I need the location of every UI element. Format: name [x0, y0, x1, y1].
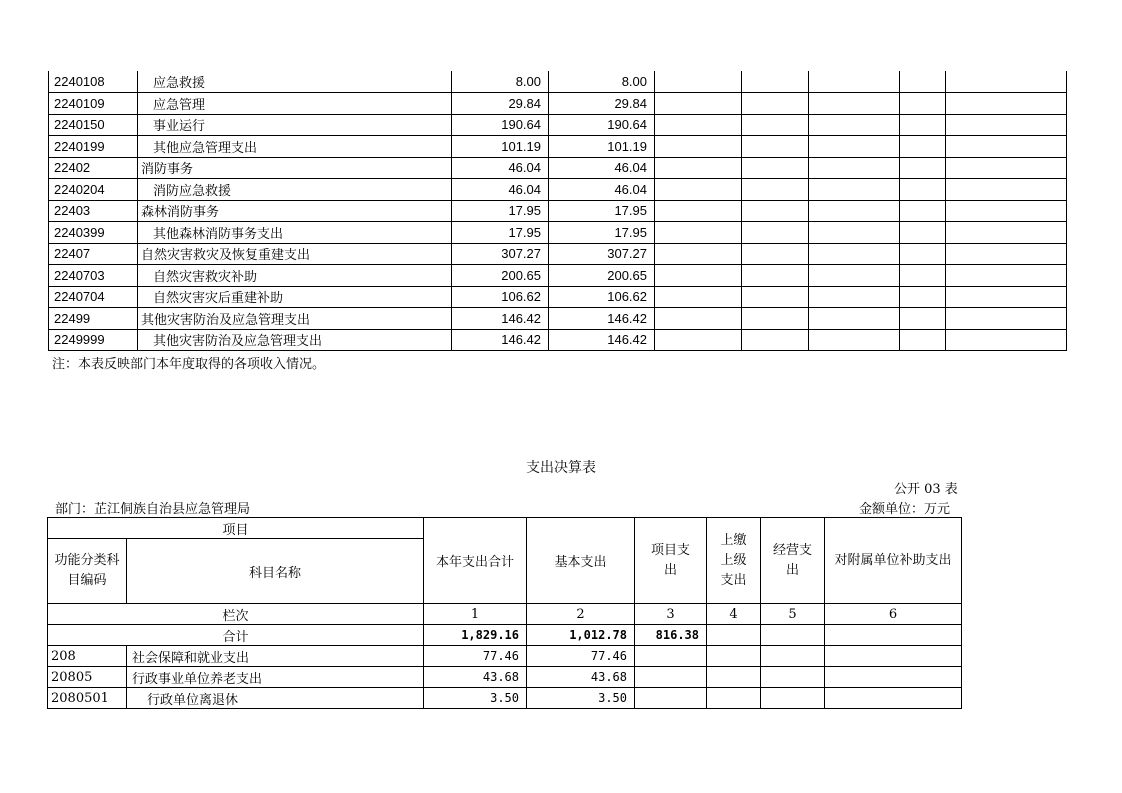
table-row: [49, 265, 1067, 287]
empty-cell: [761, 688, 825, 709]
row-total: 101.19: [452, 136, 549, 158]
empty-cell: [742, 286, 809, 308]
empty-cell: [742, 136, 809, 158]
empty-cell: [809, 71, 900, 93]
row-name: 其他应急管理支出: [138, 136, 452, 158]
column-number-row: [48, 604, 962, 625]
row-code: 208: [48, 646, 127, 667]
empty-cell: [655, 136, 742, 158]
row-name: 其他灾害防治及应急管理支出: [138, 308, 452, 330]
empty-cell: [655, 179, 742, 201]
row-basic: 77.46: [527, 646, 635, 667]
summary-business: [761, 625, 825, 646]
summary-project: 816.38: [635, 625, 707, 646]
header-business: 经营支出: [761, 518, 825, 604]
row-name: 自然灾害救灾补助: [138, 265, 452, 287]
empty-cell: [707, 667, 761, 688]
empty-cell: [825, 667, 962, 688]
empty-cell: [655, 157, 742, 179]
table-row: [49, 71, 1067, 93]
table-row: [49, 93, 1067, 115]
table-row: [48, 688, 962, 709]
table-row: [49, 286, 1067, 308]
row-name: 行政单位离退休: [127, 688, 424, 709]
table-row: [49, 200, 1067, 222]
empty-cell: [809, 93, 900, 115]
empty-cell: [809, 286, 900, 308]
row-amount: 190.64: [549, 114, 655, 136]
row-total: 29.84: [452, 93, 549, 115]
empty-cell: [655, 222, 742, 244]
empty-cell: [946, 286, 1067, 308]
empty-cell: [761, 667, 825, 688]
row-total: 3.50: [424, 688, 527, 709]
summary-basic: 1,012.78: [527, 625, 635, 646]
row-amount: 101.19: [549, 136, 655, 158]
row-code: 2240108: [49, 71, 138, 93]
empty-cell: [900, 243, 946, 265]
row-code: 2240199: [49, 136, 138, 158]
row-name: 应急救援: [138, 71, 452, 93]
table-row: [49, 222, 1067, 244]
header-code: 功能分类科目编码: [48, 539, 127, 604]
empty-cell: [761, 646, 825, 667]
row-code: 22402: [49, 157, 138, 179]
empty-cell: [900, 286, 946, 308]
row-amount: 146.42: [549, 329, 655, 351]
row-basic: 3.50: [527, 688, 635, 709]
empty-cell: [946, 200, 1067, 222]
empty-cell: [900, 222, 946, 244]
empty-cell: [900, 265, 946, 287]
empty-cell: [946, 265, 1067, 287]
column-number: 2: [527, 604, 635, 625]
column-number-label: 栏次: [48, 604, 424, 625]
row-total: 146.42: [452, 329, 549, 351]
column-number: 3: [635, 604, 707, 625]
empty-cell: [809, 157, 900, 179]
empty-cell: [655, 93, 742, 115]
empty-cell: [742, 243, 809, 265]
row-total: 43.68: [424, 667, 527, 688]
row-amount: 46.04: [549, 157, 655, 179]
expense-table: [47, 517, 962, 709]
row-name: 消防事务: [138, 157, 452, 179]
row-total: 17.95: [452, 200, 549, 222]
summary-subsidy: [825, 625, 962, 646]
empty-cell: [655, 114, 742, 136]
row-code: 2240704: [49, 286, 138, 308]
table-row: [49, 136, 1067, 158]
empty-cell: [742, 71, 809, 93]
row-name: 森林消防事务: [138, 200, 452, 222]
row-total: 77.46: [424, 646, 527, 667]
empty-cell: [742, 265, 809, 287]
column-number: 4: [707, 604, 761, 625]
table-row: [49, 179, 1067, 201]
table-row: [49, 114, 1067, 136]
empty-cell: [809, 136, 900, 158]
amount-unit-label: 金额单位：万元: [859, 502, 951, 517]
column-number: 1: [424, 604, 527, 625]
empty-cell: [655, 308, 742, 330]
empty-cell: [742, 200, 809, 222]
form-number: 公开 03 表: [894, 482, 958, 497]
row-name: 消防应急救援: [138, 179, 452, 201]
row-total: 190.64: [452, 114, 549, 136]
row-total: 200.65: [452, 265, 549, 287]
empty-cell: [809, 308, 900, 330]
header-upper: 上缴上级支出: [707, 518, 761, 604]
empty-cell: [900, 157, 946, 179]
row-code: 2240109: [49, 93, 138, 115]
summary-row: [48, 625, 962, 646]
row-amount: 106.62: [549, 286, 655, 308]
income-table-body: [49, 71, 1067, 351]
row-name: 其他森林消防事务支出: [138, 222, 452, 244]
empty-cell: [900, 93, 946, 115]
empty-cell: [946, 329, 1067, 351]
header-project: 项目支出: [635, 518, 707, 604]
header-item: 项目: [48, 518, 424, 539]
summary-total: 1,829.16: [424, 625, 527, 646]
row-code: 22499: [49, 308, 138, 330]
header-name: 科目名称: [127, 539, 424, 604]
row-amount: 200.65: [549, 265, 655, 287]
row-total: 307.27: [452, 243, 549, 265]
row-code: 2240150: [49, 114, 138, 136]
row-amount: 146.42: [549, 308, 655, 330]
empty-cell: [742, 179, 809, 201]
row-name: 事业运行: [138, 114, 452, 136]
empty-cell: [809, 222, 900, 244]
row-amount: 46.04: [549, 179, 655, 201]
row-amount: 307.27: [549, 243, 655, 265]
row-amount: 8.00: [549, 71, 655, 93]
row-code: 2240204: [49, 179, 138, 201]
empty-cell: [655, 71, 742, 93]
row-name: 行政事业单位养老支出: [127, 667, 424, 688]
empty-cell: [809, 243, 900, 265]
empty-cell: [900, 200, 946, 222]
empty-cell: [809, 200, 900, 222]
table-row: [48, 646, 962, 667]
empty-cell: [946, 136, 1067, 158]
empty-cell: [707, 688, 761, 709]
row-total: 8.00: [452, 71, 549, 93]
income-table: [48, 71, 1067, 351]
empty-cell: [635, 688, 707, 709]
empty-cell: [742, 308, 809, 330]
summary-label: 合计: [48, 625, 424, 646]
row-code: 2249999: [49, 329, 138, 351]
empty-cell: [742, 93, 809, 115]
row-amount: 17.95: [549, 222, 655, 244]
summary-upper: [707, 625, 761, 646]
empty-cell: [900, 329, 946, 351]
table-row: [49, 243, 1067, 265]
column-number: 5: [761, 604, 825, 625]
empty-cell: [946, 243, 1067, 265]
empty-cell: [900, 308, 946, 330]
table-row: [49, 157, 1067, 179]
table-row: [49, 308, 1067, 330]
empty-cell: [635, 667, 707, 688]
empty-cell: [900, 114, 946, 136]
row-amount: 17.95: [549, 200, 655, 222]
row-code: 2240399: [49, 222, 138, 244]
empty-cell: [900, 179, 946, 201]
row-name: 社会保障和就业支出: [127, 646, 424, 667]
column-number: 6: [825, 604, 962, 625]
row-total: 46.04: [452, 157, 549, 179]
header-basic: 基本支出: [527, 518, 635, 604]
empty-cell: [742, 329, 809, 351]
table-row: [48, 667, 962, 688]
empty-cell: [655, 286, 742, 308]
row-code: 22403: [49, 200, 138, 222]
row-code: 2080501: [48, 688, 127, 709]
empty-cell: [809, 265, 900, 287]
row-total: 46.04: [452, 179, 549, 201]
empty-cell: [825, 646, 962, 667]
row-code: 22407: [49, 243, 138, 265]
expense-table-body: [48, 518, 962, 709]
empty-cell: [809, 114, 900, 136]
empty-cell: [742, 222, 809, 244]
header-total: 本年支出合计: [424, 518, 527, 604]
empty-cell: [946, 179, 1067, 201]
empty-cell: [809, 179, 900, 201]
row-amount: 29.84: [549, 93, 655, 115]
empty-cell: [946, 114, 1067, 136]
empty-cell: [742, 157, 809, 179]
row-total: 146.42: [452, 308, 549, 330]
empty-cell: [655, 265, 742, 287]
income-table-note: 注：本表反映部门本年度取得的各项收入情况。: [52, 357, 326, 372]
empty-cell: [900, 71, 946, 93]
empty-cell: [946, 93, 1067, 115]
row-code: 2240703: [49, 265, 138, 287]
empty-cell: [900, 136, 946, 158]
row-total: 17.95: [452, 222, 549, 244]
empty-cell: [635, 646, 707, 667]
row-name: 自然灾害灾后重建补助: [138, 286, 452, 308]
header-subsidy: 对附属单位补助支出: [825, 518, 962, 604]
empty-cell: [825, 688, 962, 709]
row-name: 其他灾害防治及应急管理支出: [138, 329, 452, 351]
row-name: 应急管理: [138, 93, 452, 115]
empty-cell: [946, 157, 1067, 179]
empty-cell: [742, 114, 809, 136]
row-total: 106.62: [452, 286, 549, 308]
department-label: 部门：芷江侗族自治县应急管理局: [55, 502, 251, 517]
row-name: 自然灾害救灾及恢复重建支出: [138, 243, 452, 265]
empty-cell: [655, 200, 742, 222]
row-code: 20805: [48, 667, 127, 688]
empty-cell: [655, 329, 742, 351]
empty-cell: [946, 308, 1067, 330]
empty-cell: [809, 329, 900, 351]
table-row: [49, 329, 1067, 351]
expense-table-title: 支出决算表: [526, 460, 596, 476]
empty-cell: [946, 222, 1067, 244]
empty-cell: [655, 243, 742, 265]
empty-cell: [946, 71, 1067, 93]
row-basic: 43.68: [527, 667, 635, 688]
empty-cell: [707, 646, 761, 667]
